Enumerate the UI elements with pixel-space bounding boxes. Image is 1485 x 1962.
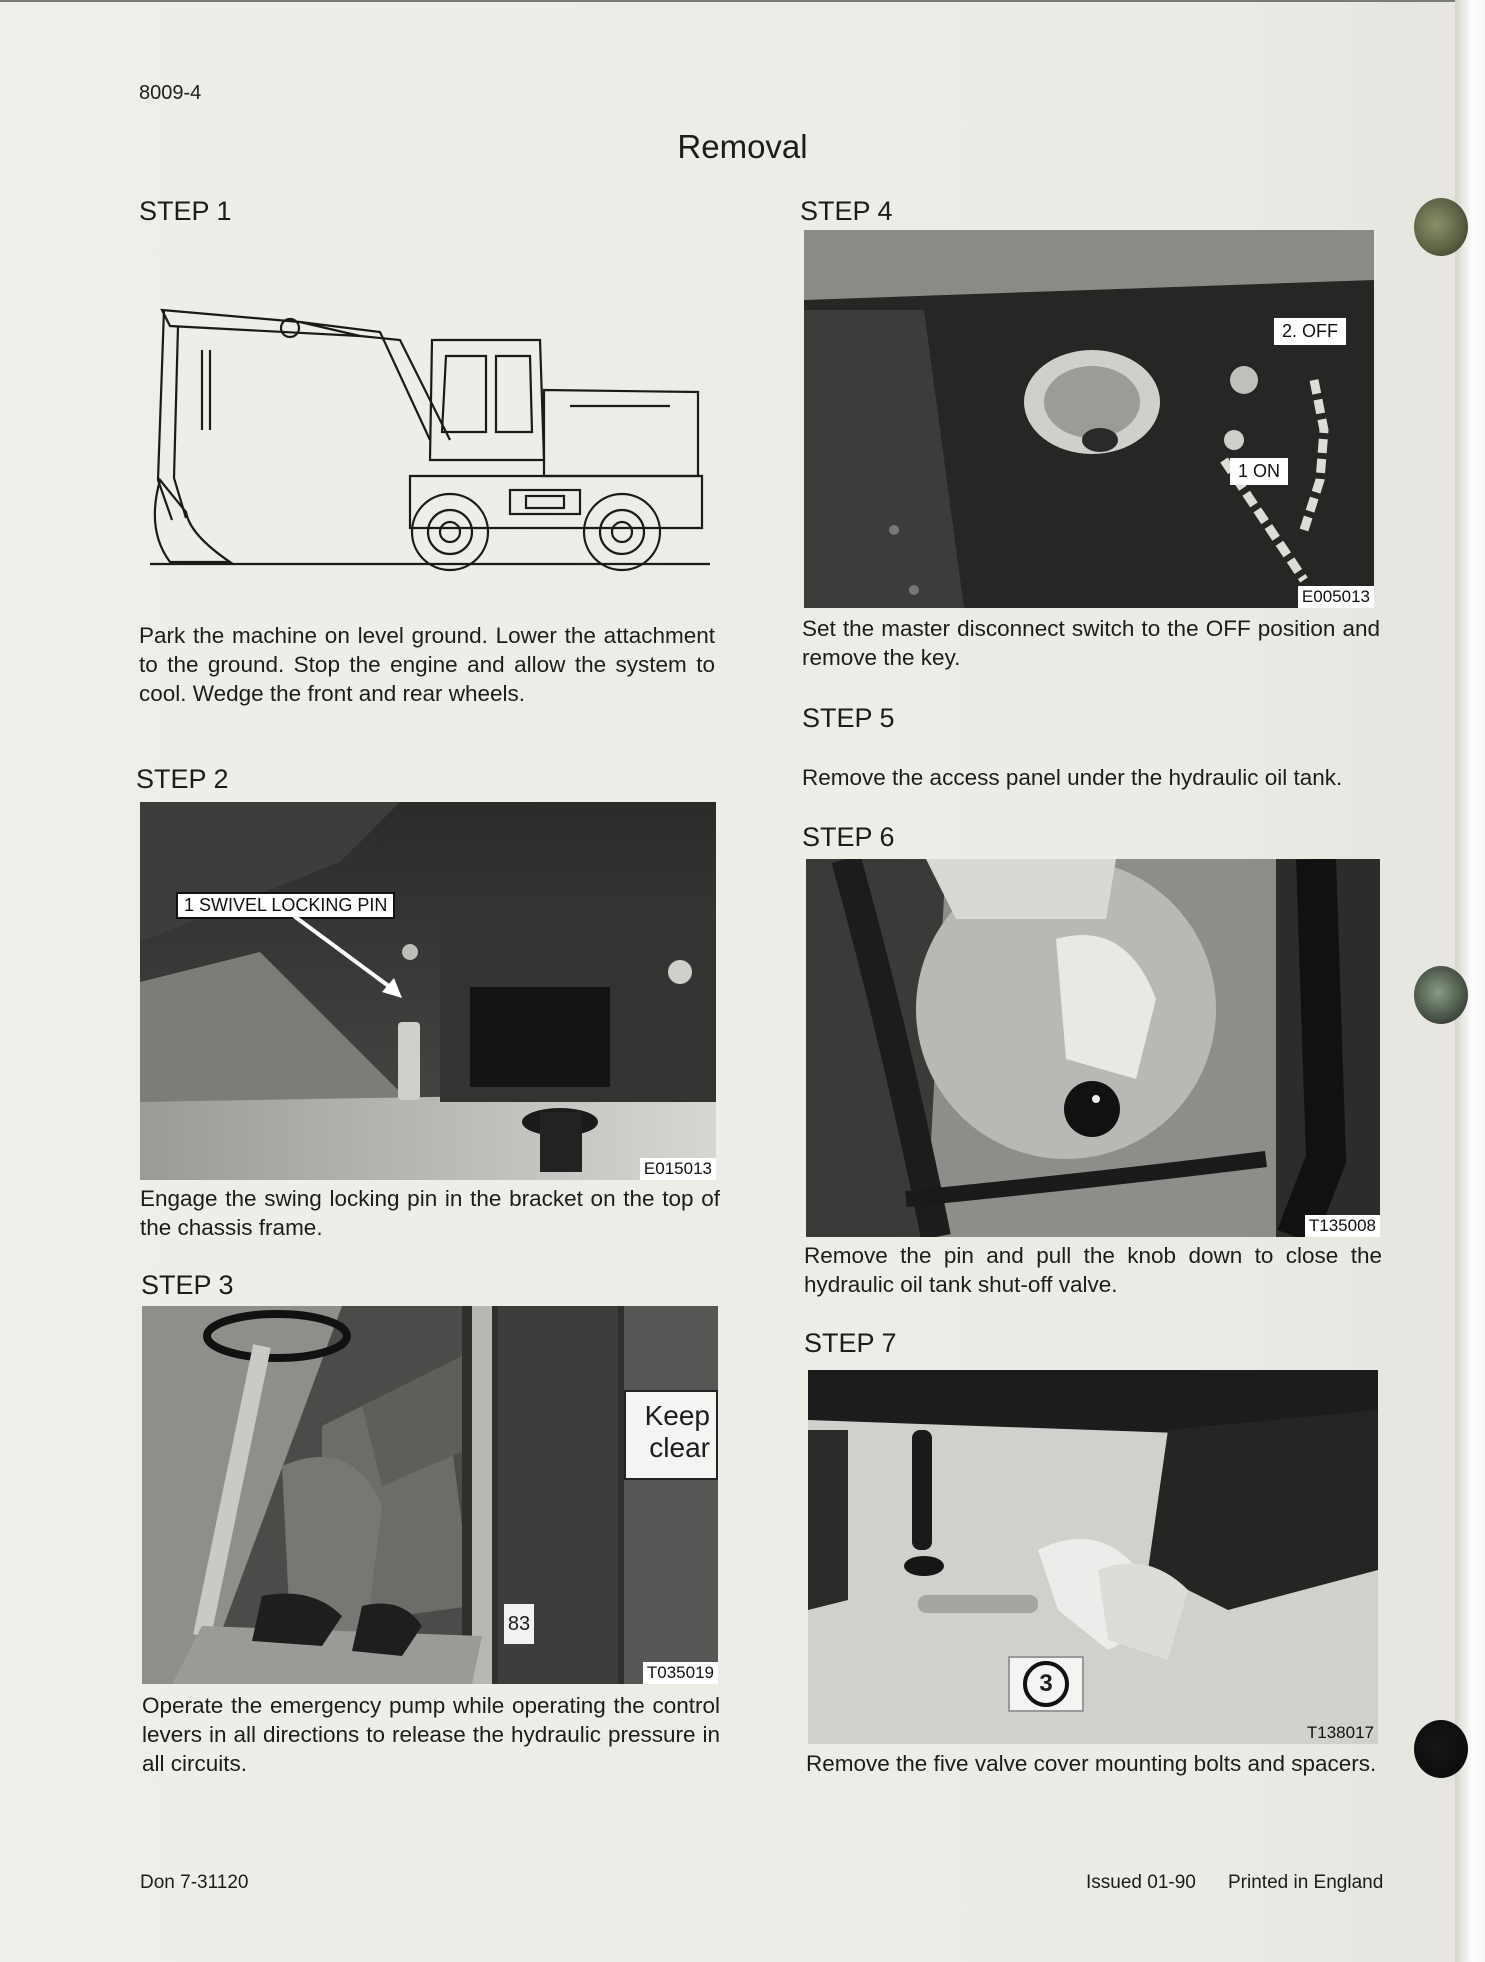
step-6-text: Remove the pin and pull the knob down to close the hydraulic oil tank shut-off valve.	[804, 1243, 1382, 1297]
step-7-photo	[808, 1370, 1378, 1744]
step-2-photo	[140, 802, 716, 1180]
sign-line-1: Keep	[644, 1400, 710, 1431]
step-7-label: STEP 7	[804, 1328, 897, 1358]
step-3-photo	[142, 1306, 718, 1684]
number-plate: 83	[504, 1604, 534, 1644]
step-3-label: STEP 3	[141, 1270, 234, 1300]
binder-hole-bottom	[1414, 1720, 1468, 1778]
step-5-text: Remove the access panel under the hydraulic oil tank.	[802, 765, 1343, 790]
step-1-label: STEP 1	[139, 196, 232, 226]
step-4-text: Set the master disconnect switch to the OFF position and remove the key.	[802, 616, 1380, 670]
footer-issued: Issued 01-90	[1086, 1872, 1196, 1893]
step-6-label: STEP 6	[802, 822, 895, 852]
step-3-figure-code: T035019	[643, 1662, 718, 1684]
step-4-photo	[804, 230, 1374, 608]
step-5-label: STEP 5	[802, 703, 895, 733]
step-3-text: Operate the emergency pump while operating the control levers in all directions to release the hydraulic pressure in all circuits.	[142, 1693, 720, 1776]
step-4-figure-code: E005013	[1298, 586, 1374, 608]
warning-decal	[1008, 1656, 1084, 1712]
step-7-figure-code: T138017	[1306, 1723, 1374, 1742]
footer-doc-ref: Don 7-31120	[140, 1872, 249, 1893]
callout-arrow-icon	[290, 912, 410, 1002]
top-rule	[0, 0, 1455, 2]
footer-printed: Printed in England	[1228, 1872, 1384, 1893]
step-4-label: STEP 4	[800, 196, 893, 226]
keep-clear-sign	[624, 1390, 718, 1480]
decal-number: 3	[1023, 1661, 1069, 1707]
step-1-text: Park the machine on level ground. Lower the attachment to the ground. Stop the engine and allow the system to cool. Wedge the front and rear wheels.	[139, 623, 715, 706]
step-6-figure-code: T135008	[1305, 1215, 1380, 1237]
page-title: Removal	[677, 128, 808, 165]
step-6-photo	[806, 859, 1380, 1237]
swivel-locking-pin-callout: 1 SWIVEL LOCKING PIN	[176, 892, 395, 919]
binder-hole-middle	[1414, 966, 1468, 1024]
step-2-label: STEP 2	[136, 764, 229, 794]
excavator-line-drawing	[150, 280, 720, 580]
on-position-callout: 1 ON	[1230, 458, 1288, 485]
document-number: 8009-4	[139, 82, 202, 104]
binder-hole-top	[1414, 198, 1468, 256]
off-position-callout: 2. OFF	[1274, 318, 1346, 345]
step-2-figure-code: E015013	[640, 1158, 716, 1180]
sign-line-2: clear	[649, 1432, 710, 1463]
step-2-text: Engage the swing locking pin in the bracket on the top of the chassis frame.	[140, 1186, 720, 1240]
step-7-text: Remove the five valve cover mounting bolts and spacers.	[806, 1751, 1377, 1776]
